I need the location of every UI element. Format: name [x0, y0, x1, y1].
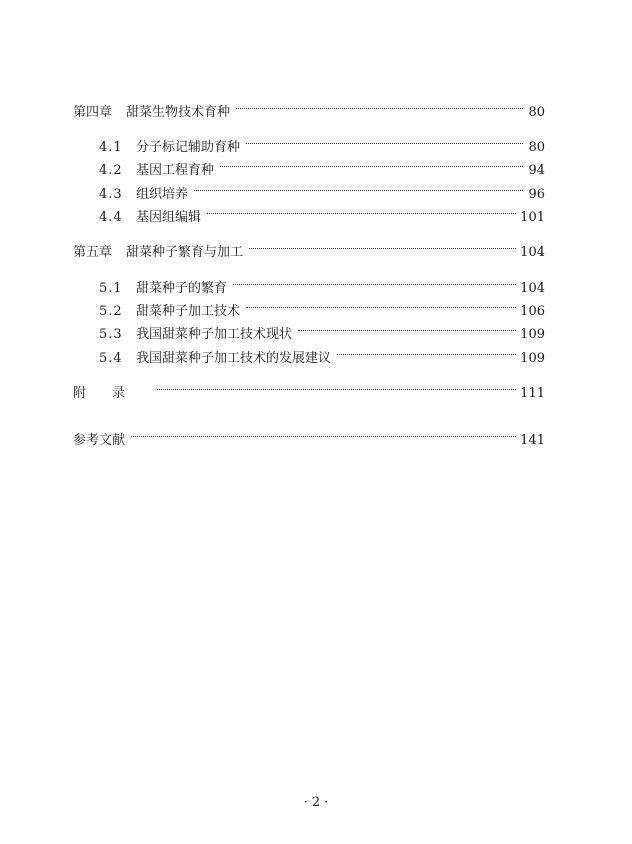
toc-entry-chapter-4[interactable] — [73, 96, 545, 120]
dot-leader — [157, 377, 516, 397]
section-title: 我国甜菜种子加工技术的发展建议 — [136, 351, 332, 366]
toc-entry-5-3[interactable] — [99, 318, 545, 342]
dot-leader — [337, 342, 516, 362]
section-number: 5.2 — [99, 304, 123, 319]
section-number: 4.3 — [99, 187, 123, 202]
page-number: 109 — [520, 351, 545, 366]
section-number: 4.1 — [99, 140, 123, 155]
section-title: 分子标记辅助育种 — [136, 140, 241, 155]
toc-entry-4-3[interactable] — [99, 178, 545, 202]
toc-entry-5-2[interactable] — [99, 295, 545, 319]
toc-entry-4-2[interactable] — [99, 154, 545, 178]
page-number: 94 — [528, 163, 545, 178]
section-number: 5.1 — [99, 281, 123, 296]
dot-leader — [246, 295, 516, 315]
references-title: 参考文献 — [73, 433, 126, 448]
dot-leader — [194, 178, 523, 198]
dot-leader — [236, 96, 523, 116]
toc-entry-5-1[interactable] — [99, 272, 545, 296]
section-number: 4.2 — [99, 163, 123, 178]
section-title: 基因组编辑 — [136, 210, 202, 225]
page-number: 104 — [520, 281, 545, 296]
page-number: 80 — [528, 105, 545, 120]
page-number: 106 — [520, 304, 545, 319]
section-number: 5.3 — [99, 327, 123, 342]
page-number: 80 — [528, 140, 545, 155]
appendix-title: 附录 — [73, 386, 152, 401]
toc-entry-appendix[interactable] — [73, 377, 545, 401]
toc-entry-references[interactable] — [73, 424, 545, 448]
dot-leader — [246, 131, 523, 151]
section-title: 甜菜种子加工技术 — [136, 304, 241, 319]
chapter-title: 甜菜生物技术育种 — [126, 105, 231, 120]
chapter-label: 第四章 — [73, 105, 113, 120]
section-title: 我国甜菜种子加工技术现状 — [136, 327, 293, 342]
chapter-label: 第五章 — [73, 245, 113, 260]
page-number: 141 — [520, 433, 545, 448]
section-title: 基因工程育种 — [136, 163, 215, 178]
toc-entry-4-1[interactable] — [99, 131, 545, 155]
page-number: 96 — [528, 187, 545, 202]
page-number: 101 — [520, 210, 545, 225]
section-number: 5.4 — [99, 351, 123, 366]
dot-leader — [207, 201, 516, 221]
page-footer-number: · 2 · — [303, 795, 329, 810]
toc-entry-4-4[interactable] — [99, 201, 545, 225]
section-title: 组织培养 — [136, 187, 189, 202]
section-number: 4.4 — [99, 210, 123, 225]
chapter-title: 甜菜种子繁育与加工 — [126, 245, 244, 260]
toc-entry-chapter-5[interactable] — [73, 236, 545, 260]
dot-leader — [233, 272, 516, 292]
page-number: 109 — [520, 327, 545, 342]
dot-leader — [298, 318, 516, 338]
section-title: 甜菜种子的繁育 — [136, 281, 228, 296]
dot-leader — [220, 154, 523, 174]
toc-entry-5-4[interactable] — [99, 342, 545, 366]
dot-leader — [249, 236, 516, 256]
dot-leader — [131, 424, 516, 444]
page-number: 111 — [520, 386, 545, 401]
page-number: 104 — [520, 245, 545, 260]
